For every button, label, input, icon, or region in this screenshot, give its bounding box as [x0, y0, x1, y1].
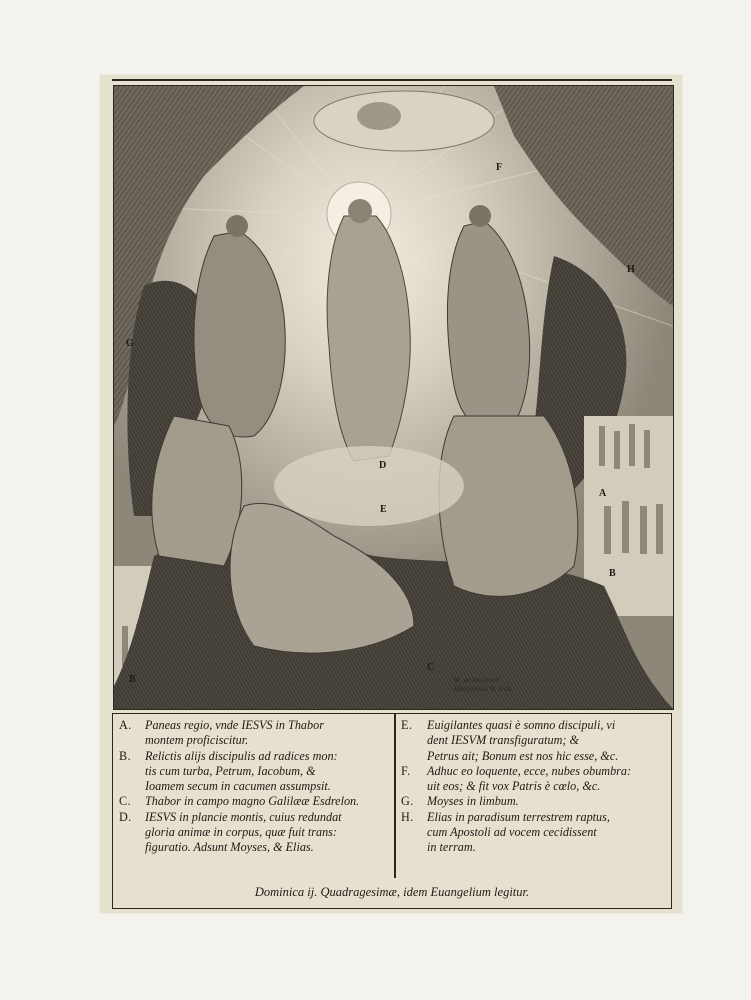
caption-entry-a: A. Paneas regio, vnde IESVS in Thabor montem proficiscitur.: [119, 718, 324, 748]
god-father-figure: [357, 102, 401, 130]
engraving-scene: [114, 86, 673, 709]
christ-head: [348, 199, 372, 223]
caption-entry-c: C. Thabor in campo magno Galilææ Esdrelon.: [119, 794, 360, 809]
print-sheet: [100, 75, 682, 913]
engraving-plate: [113, 85, 674, 710]
caption-entry-d: D. IESVS in plancie montis, cuius redundat gloria animæ in corpus, quæ fuit trans: figuratio. Adsunt Moyses, & Elias.: [119, 809, 342, 855]
elijah-head: [469, 205, 491, 227]
scene-letter-b-left: B: [129, 674, 136, 685]
signature-engraver: Hieronymus W. fecit.: [454, 685, 513, 693]
caption-entry-f: F. Adhuc eo loquente, ecce, nubes obumbra: uit eos; & fit vox Patris è cœlo, &c.: [401, 763, 632, 794]
scene-letter-d: D: [379, 460, 387, 471]
apostle-james: [152, 416, 242, 566]
caption-box: [112, 713, 672, 909]
caption-entry-h: H. Elias in paradisum terrestrem raptus, cum Apostoli ad vocem cecidissent in terram.: [401, 809, 610, 855]
caption-left-column: [119, 718, 397, 856]
caption-entry-b: B. Relictis alijs discipulis ad radices mon: tis cum turba, Petrum, Iacobum, & Ioamem secum in cacumen assumpsit.: [119, 748, 338, 794]
scene-letter-f: F: [496, 162, 503, 173]
scene-letter-b-right: B: [609, 568, 616, 579]
artist-signature: [454, 676, 512, 694]
caption-footer: Dominica ij. Quadragesimæ, idem Euangelium legitur.: [254, 885, 530, 899]
apostle-john: [439, 416, 578, 596]
scene-letter-h: H: [627, 264, 635, 275]
top-border-rule: [112, 79, 672, 81]
cloud-under-christ: [274, 446, 464, 526]
scene-letter-a: A: [599, 488, 607, 499]
scene-letter-e: E: [380, 504, 387, 515]
caption-right-column: [401, 718, 669, 856]
scene-letter-c: C: [427, 662, 435, 673]
scene-letter-g: G: [126, 338, 134, 349]
moses-head: [226, 215, 248, 237]
cloud-god-father: [314, 91, 494, 151]
caption-entry-e: E. Euigilantes quasi è somno discipuli, vi dent IESVM transfiguratum; & Petrus ait; Bonum est nos hic esse, &c.: [401, 718, 619, 763]
caption-entry-g: G. Moyses in limbum.: [401, 794, 519, 809]
signature-inventor: M. de Vos inuen.: [454, 676, 501, 684]
